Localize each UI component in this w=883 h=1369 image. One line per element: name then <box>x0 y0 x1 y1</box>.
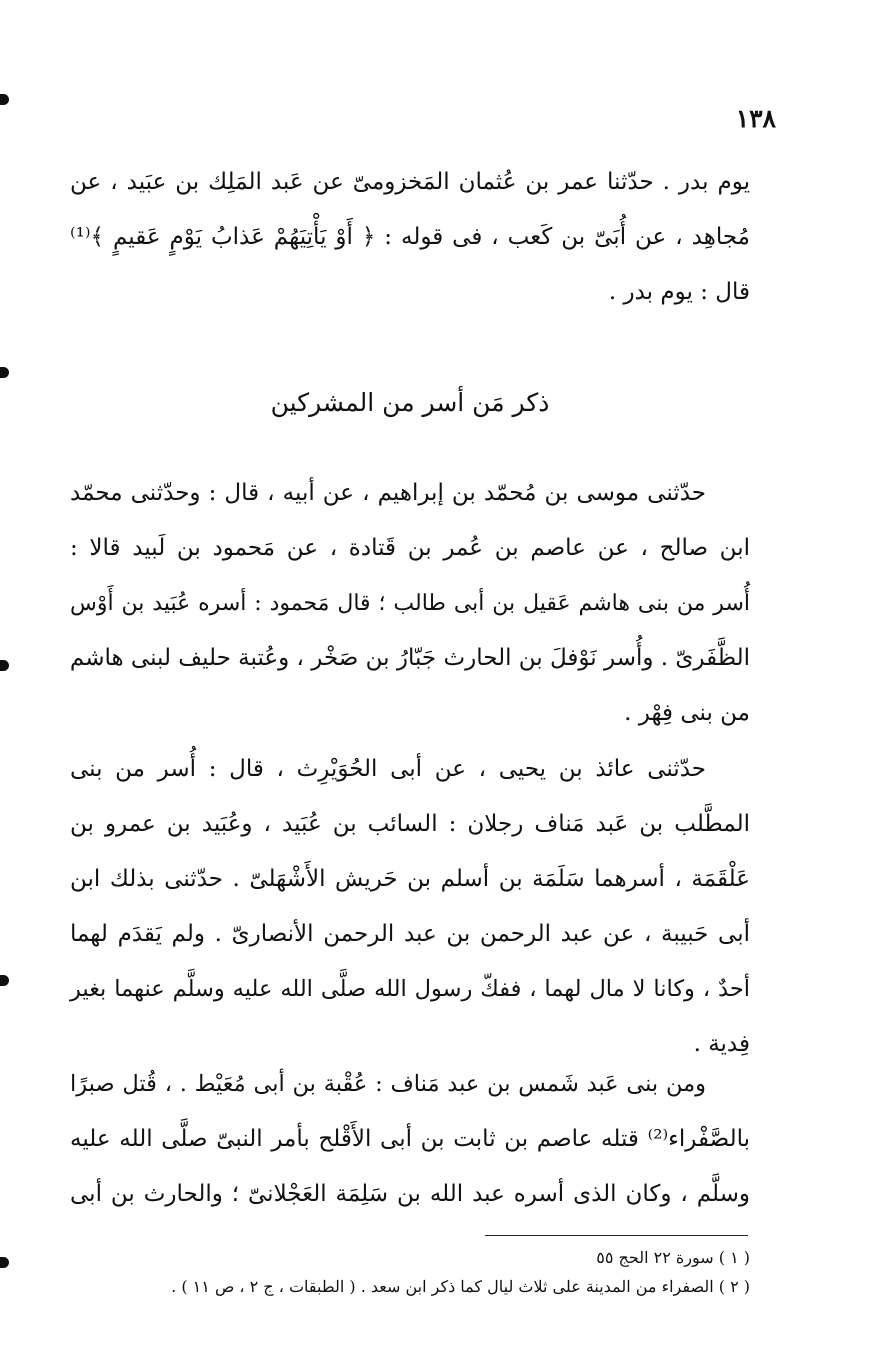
text-line: يوم بدر . حدّثنا عمر بن عُثمان المَخزومىّ عن عَبد المَلِك بن عبَيد ، عن <box>70 169 750 195</box>
text-line: أحدٌ ، وكانا لا مال لهما ، ففكّ رسول الله صلَّى الله عليه وسلَّم عنهما بغير <box>70 976 750 1002</box>
binding-mark <box>0 94 9 105</box>
text-line: حدّثنى موسى بن مُحمّد بن إبراهيم ، عن أبيه ، قال : وحدّثنى محمّد <box>70 480 706 506</box>
intro-paragraph <box>70 155 750 320</box>
binding-mark <box>0 367 9 378</box>
text-line: أبى حَبيبة ، عن عبد الرحمن بن عبد الرحمن الأنصارىّ . ولم يَقدَم لهما <box>70 921 750 947</box>
section-heading: ذكر مَن أسر من المشركين <box>270 388 550 417</box>
footnotes <box>70 1243 750 1301</box>
paragraph-2 <box>70 742 750 1072</box>
page-number: ١٣٨ <box>735 104 776 133</box>
text-line: حدّثنى عائذ بن يحيى ، عن أبى الحُوَيْرِث ، قال : أُسر من بنى <box>70 756 706 782</box>
binding-mark <box>0 975 9 986</box>
text-line: وسلَّم ، وكان الذى أسره عبد الله بن سَلِمَة العَجْلانىّ ؛ والحارث بن أبى <box>70 1181 750 1207</box>
text-line: من بنى فِهْر . <box>624 700 750 726</box>
text-line: الظَّفَرىّ . وأُسر نَوْفلَ بن الحارث جَبّارُ بن صَخْر ، وعُتبة حليف لبنى هاشم <box>69 645 750 671</box>
text-line: عَلْقَمَة ، أسرهما سَلَمَة بن أسلم بن حَريش الأَشْهَلىّ . حدّثنى بذلك ابن <box>70 866 750 892</box>
footnote-1: ( ١ ) سورة ٢٢ الحج ٥٥ <box>596 1248 750 1267</box>
footnote-divider <box>485 1235 748 1236</box>
binding-mark <box>0 1257 9 1268</box>
footnote-2: ( ٢ ) الصفراء من المدينة على ثلاث ليال كما ذكر ابن سعد . ( الطبقات ، ج ٢ ، ص ١١ ) . <box>171 1277 750 1296</box>
text-line: المطَّلب بن عَبد مَناف رجلان : السائب بن عُبَيد ، وعُبَيد بن عمرو بن <box>70 811 750 837</box>
paragraph-3 <box>70 1057 750 1222</box>
text-line: ابن صالح ، عن عاصم بن عُمر بن قَتادة ، عن مَحمود بن لَبيد قالا : <box>70 535 750 561</box>
text-line: أُسر من بنى هاشم عَقيل بن أبى طالب ؛ قال مَحمود : أسره عُبَيد بن أَوْس <box>70 591 750 616</box>
text-line: قال : يوم بدر . <box>608 279 750 305</box>
text-line: بالصَّفْراء⁽²⁾ قتله عاصم بن ثابت بن أبى الأَقْلح بأمر النبىّ صلَّى الله عليه <box>70 1126 750 1152</box>
text-line: ومن بنى عَبد شَمس بن عبد مَناف : عُقْبة بن أبى مُعَيْط . ، قُتل صبرًا <box>70 1071 706 1097</box>
paragraph-1 <box>70 466 750 741</box>
text-line: مُجاهِد ، عن أُبَىّ بن كَعب ، فى قوله : ﴿ أَوْ يَأْتِيَهُمْ عَذابُ يَوْمٍ عَقيمٍ ﴾⁽¹⁾ <box>70 224 750 250</box>
text-line: فِدية . <box>693 1031 750 1057</box>
binding-mark <box>0 660 9 671</box>
